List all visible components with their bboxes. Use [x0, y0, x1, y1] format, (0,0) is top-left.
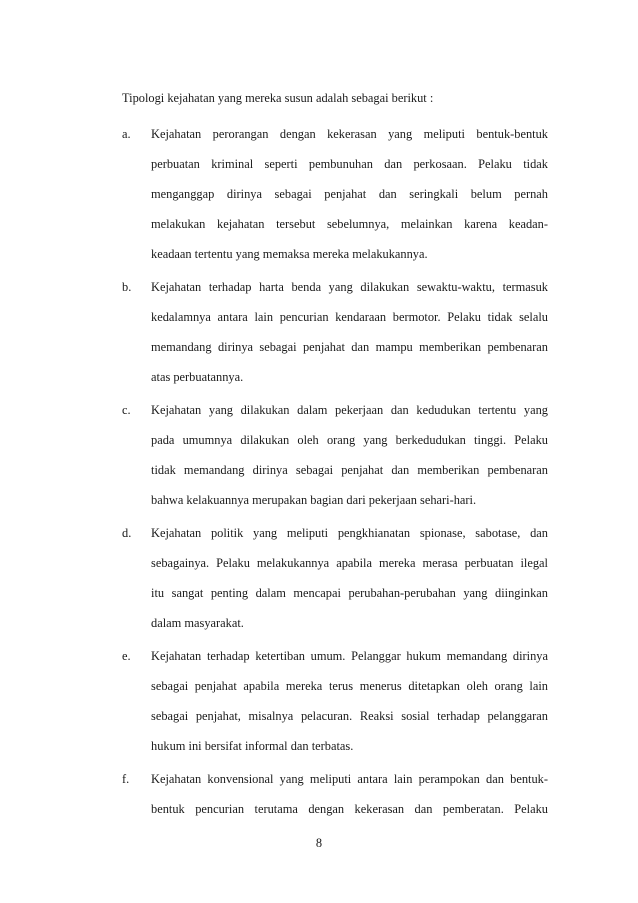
- list-item: [122, 119, 548, 269]
- list-marker: a.: [122, 127, 131, 141]
- item-text-line: Kejahatan politik yang meliputi pengkhianatan spionase, sabotase, dan: [151, 526, 548, 540]
- item-text-line: memandang dirinya sebagai penjahat dan mampu memberikan pembenaran: [151, 340, 548, 354]
- item-text-line: bentuk pencurian terutama dengan kekerasan dan pemberatan. Pelaku: [151, 802, 548, 816]
- item-text-line: Kejahatan yang dilakukan dalam pekerjaan dan kedudukan tertentu yang: [151, 403, 548, 417]
- typology-list: [122, 119, 548, 827]
- intro-paragraph: Tipologi kejahatan yang mereka susun adalah sebagai berikut :: [122, 91, 434, 105]
- list-item: [122, 518, 548, 638]
- item-text-line: tidak memandang dirinya sebagai penjahat dan memberikan pembenaran: [151, 463, 548, 477]
- item-text-line: pada umumnya dilakukan oleh orang yang berkedudukan tinggi. Pelaku: [151, 433, 548, 447]
- item-text-line: Kejahatan terhadap ketertiban umum. Pelanggar hukum memandang dirinya: [151, 649, 548, 663]
- list-marker: e.: [122, 649, 131, 663]
- item-text-line: Kejahatan konvensional yang meliputi antara lain perampokan dan bentuk-: [151, 772, 548, 786]
- item-text-line: melakukan kejahatan tersebut sebelumnya, melainkan karena keadan-: [151, 217, 548, 231]
- list-item: [122, 395, 548, 515]
- list-marker: c.: [122, 403, 131, 417]
- list-item: [122, 272, 548, 392]
- item-text-line: Kejahatan terhadap harta benda yang dilakukan sewaktu-waktu, termasuk: [151, 280, 548, 294]
- item-text-line: sebagai penjahat, misalnya pelacuran. Reaksi sosial terhadap pelanggaran: [151, 709, 548, 723]
- page-number: 8: [315, 836, 323, 850]
- item-text-line: atas perbuatannya.: [151, 370, 244, 384]
- item-text-line: sebagai penjahat apabila mereka terus menerus ditetapkan oleh orang lain: [151, 679, 548, 693]
- item-text-line: hukum ini bersifat informal dan terbatas.: [151, 739, 354, 753]
- item-text-line: Kejahatan perorangan dengan kekerasan yang meliputi bentuk-bentuk: [151, 127, 548, 141]
- list-marker: f.: [122, 772, 130, 786]
- list-item: [122, 764, 548, 824]
- list-marker: d.: [122, 526, 132, 540]
- item-text-line: perbuatan kriminal seperti pembunuhan dan perkosaan. Pelaku tidak: [151, 157, 548, 171]
- item-text-line: dalam masyarakat.: [151, 616, 244, 630]
- item-text-line: sebagainya. Pelaku melakukannya apabila mereka merasa perbuatan ilegal: [151, 556, 548, 570]
- list-item: [122, 641, 548, 761]
- item-text-line: itu sangat penting dalam mencapai perubahan-perubahan yang diinginkan: [151, 586, 548, 600]
- item-text-line: bahwa kelakuannya merupakan bagian dari pekerjaan sehari-hari.: [151, 493, 477, 507]
- list-marker: b.: [122, 280, 132, 294]
- item-text-line: keadaan tertentu yang memaksa mereka melakukannya.: [151, 247, 428, 261]
- item-text-line: kedalamnya antara lain pencurian kendaraan bermotor. Pelaku tidak selalu: [151, 310, 548, 324]
- item-text-line: menganggap dirinya sebagai penjahat dan seringkali belum pernah: [151, 187, 548, 201]
